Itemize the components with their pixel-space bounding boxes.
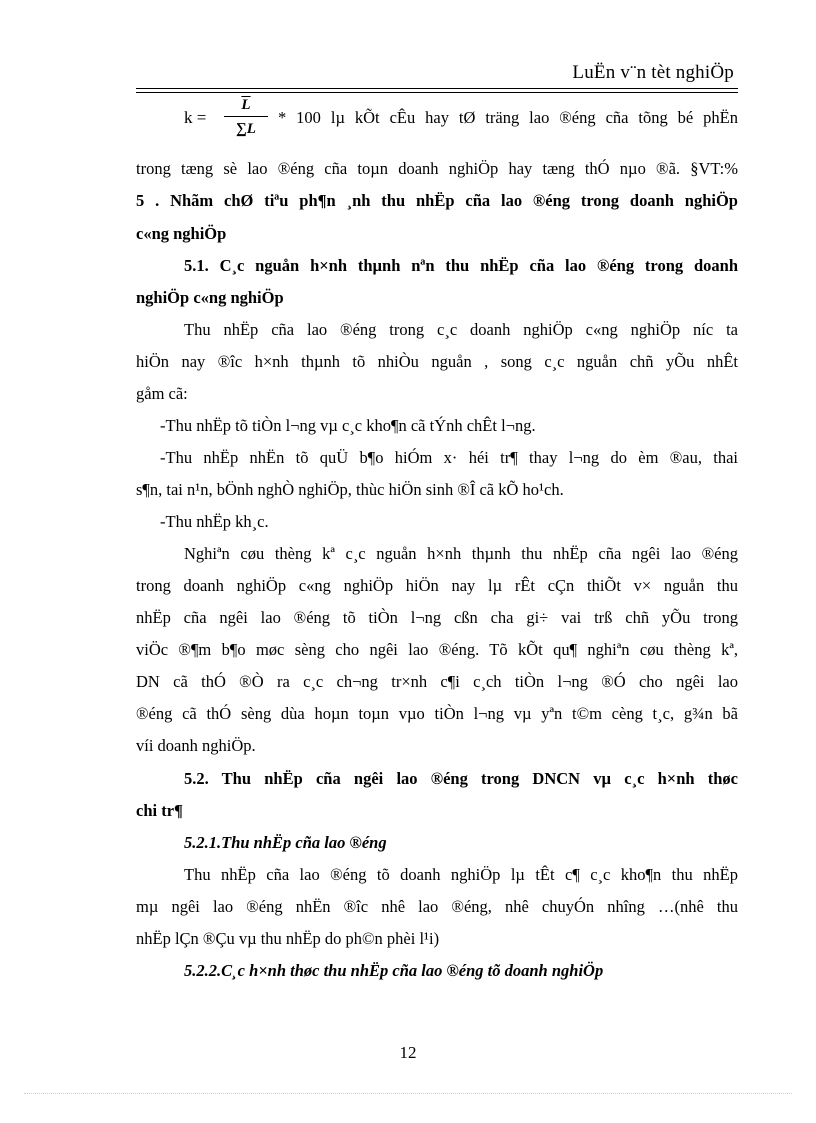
paragraph-line: DN cã thÓ ®Ò ra c¸c ch¬ng tr×nh c¶i c¸ch tiÒn l¬ng ®Ó cho ngêi lao	[136, 672, 738, 691]
paragraph-line: nhËp cña ngêi lao ®éng tõ tiÒn l¬ng cßn cha gi÷ vai trß chñ yÕu trong	[136, 608, 738, 627]
page-bottom-border	[24, 1093, 792, 1094]
formula-block	[184, 96, 738, 146]
paragraph-line: Thu nhËp cña lao ®éng trong c¸c doanh nghiÖp c«ng nghiÖp níc ta	[184, 320, 738, 339]
formula-numerator: $\overline{L}$	[241, 97, 251, 113]
paragraph-line: víi doanh nghiÖp.	[136, 736, 256, 755]
paragraph-line: viÖc ®¶m b¶o møc sèng cho ngêi lao ®éng. Tõ kÕt qu¶ nghiªn cøu thèng kª,	[136, 640, 738, 659]
list-item-cont: s¶n, tai n¹n, bÖnh nghÒ nghiÖp, thùc hiÖn sinh ®Î cã kÕ ho¹ch.	[136, 480, 564, 499]
running-header-title: LuËn v¨n tèt nghiÖp	[572, 62, 734, 83]
paragraph-line: ®éng cã thÓ sèng dùa hoµn toµn vµo tiÒn l¬ng vµ yªn t©m cèng t¸c, g¾n bã	[136, 704, 738, 723]
paragraph-line: mµ ngêi lao ®éng nhËn ®îc nhê lao ®éng, nhê chuyÓn nhîng …(nhê thu	[136, 897, 738, 916]
paragraph-line: gåm cã:	[136, 384, 188, 403]
list-item: -Thu nhËp nhËn tõ quÜ b¶o hiÓm x· héi tr¶ thay l¬ng do èm ®au, thai	[160, 448, 738, 467]
formula-fraction	[224, 96, 268, 139]
subsection-heading-5-1-cont: nghiÖp c«ng nghiÖp	[136, 288, 284, 307]
subsection-heading-5-2-cont: chi tr¶	[136, 801, 183, 820]
paragraph-line: nhËp lÇn ®Çu vµ thu nhËp do ph©n phèi l¹i)	[136, 929, 440, 948]
paragraph-line: Nghiªn cøu thèng kª c¸c nguån h×nh thµnh thu nhËp cña ngêi lao ®éng	[184, 544, 738, 563]
formula-lhs: k =	[184, 108, 207, 127]
formula-denominator: ∑L	[236, 121, 256, 137]
header-rule	[136, 88, 738, 89]
fraction-bar	[224, 116, 268, 117]
subsection-heading-5-2: 5.2. Thu nhËp cña ngêi lao ®éng trong DNCN vµ c¸c h×nh thøc	[184, 769, 738, 788]
list-item: -Thu nhËp tõ tiÒn l¬ng vµ c¸c kho¶n cã tÝnh chÊt l¬ng.	[160, 416, 536, 435]
header-rule-secondary	[136, 92, 738, 93]
section-heading-5-cont: c«ng nghiÖp	[136, 224, 227, 243]
paragraph-line: hiÖn nay ®îc h×nh thµnh tõ nhiÒu nguån , song c¸c nguån chñ yÕu nhÊt	[136, 352, 738, 371]
paragraph-line: trong doanh nghiÖp c«ng nghiÖp hiÖn nay lµ rÊt cÇn thiÕt v× nguån thu	[136, 576, 738, 595]
subsubsection-heading-5-2-1: 5.2.1.Thu nhËp cña lao ®éng	[184, 833, 387, 852]
formula-description: * 100 lµ kÕt cÊu hay tØ träng lao ®éng cña tõng bé phËn	[278, 108, 738, 127]
body-line: trong tæng sè lao ®éng cña toµn doanh nghiÖp hay tæng thÓ nµo ®ã. §VT:%	[136, 159, 738, 178]
section-heading-5: 5 . Nhãm chØ tiªu ph¶n ¸nh thu nhËp cña lao ®éng trong doanh nghiÖp	[136, 191, 738, 210]
list-item: -Thu nhËp kh¸c.	[160, 512, 269, 531]
subsubsection-heading-5-2-2: 5.2.2.C¸c h×nh thøc thu nhËp cña lao ®éng tõ doanh nghiÖp	[184, 961, 604, 980]
page-number: 12	[399, 1043, 417, 1062]
paragraph-line: Thu nhËp cña lao ®éng tõ doanh nghiÖp lµ tÊt c¶ c¸c kho¶n thu nhËp	[184, 865, 738, 884]
subsection-heading-5-1: 5.1. C¸c nguån h×nh thµnh nªn thu nhËp cña lao ®éng trong doanh	[184, 256, 738, 275]
